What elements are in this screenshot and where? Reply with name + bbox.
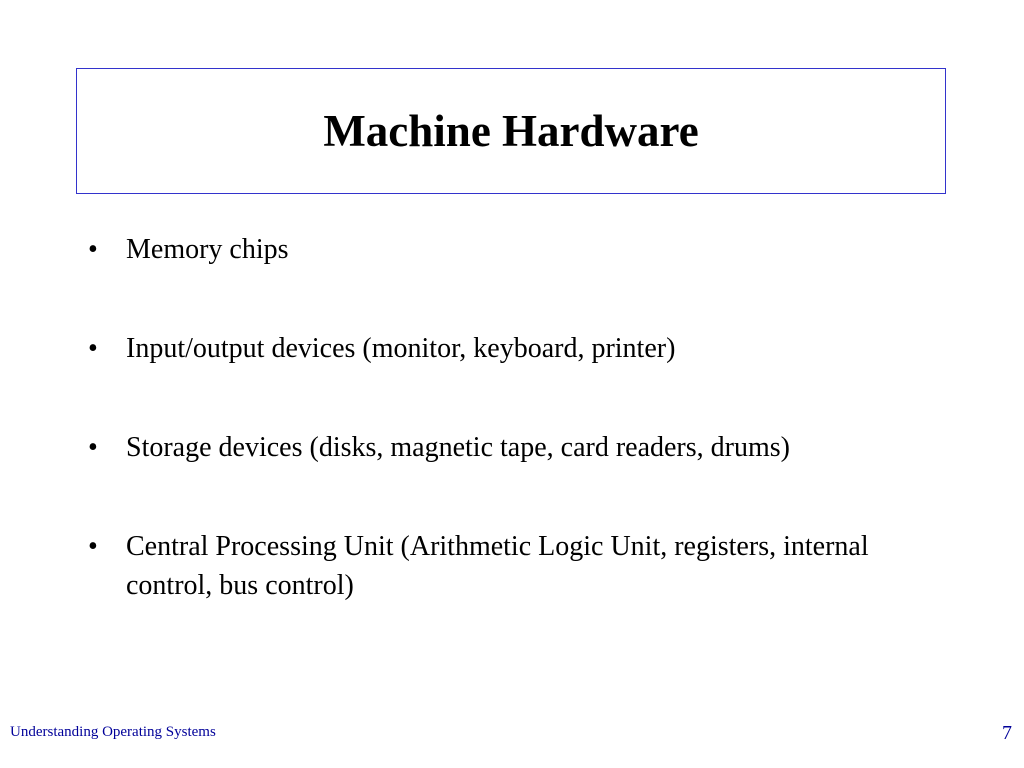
bullet-list: [88, 230, 948, 665]
bullet-icon: •: [88, 432, 98, 463]
bullet-item-memory: [88, 230, 948, 269]
bullet-text: Storage devices (disks, magnetic tape, card readers, drums): [126, 432, 790, 463]
footer-course-title: Understanding Operating Systems: [10, 724, 216, 740]
bullet-item-cpu: [88, 527, 948, 605]
bullet-item-storage: [88, 428, 948, 467]
bullet-icon: •: [88, 531, 98, 562]
bullet-item-io-devices: [88, 329, 948, 368]
bullet-text: Input/output devices (monitor, keyboard, printer): [126, 333, 676, 364]
bullet-icon: •: [88, 333, 98, 364]
bullet-icon: •: [88, 234, 98, 265]
page-number: 7: [1002, 722, 1012, 744]
bullet-text: Memory chips: [126, 234, 289, 265]
title-box: [76, 68, 946, 194]
slide-title: Machine Hardware: [323, 105, 699, 156]
bullet-text: Central Processing Unit (Arithmetic Logic Unit, registers, internal control, bus control): [126, 531, 869, 601]
